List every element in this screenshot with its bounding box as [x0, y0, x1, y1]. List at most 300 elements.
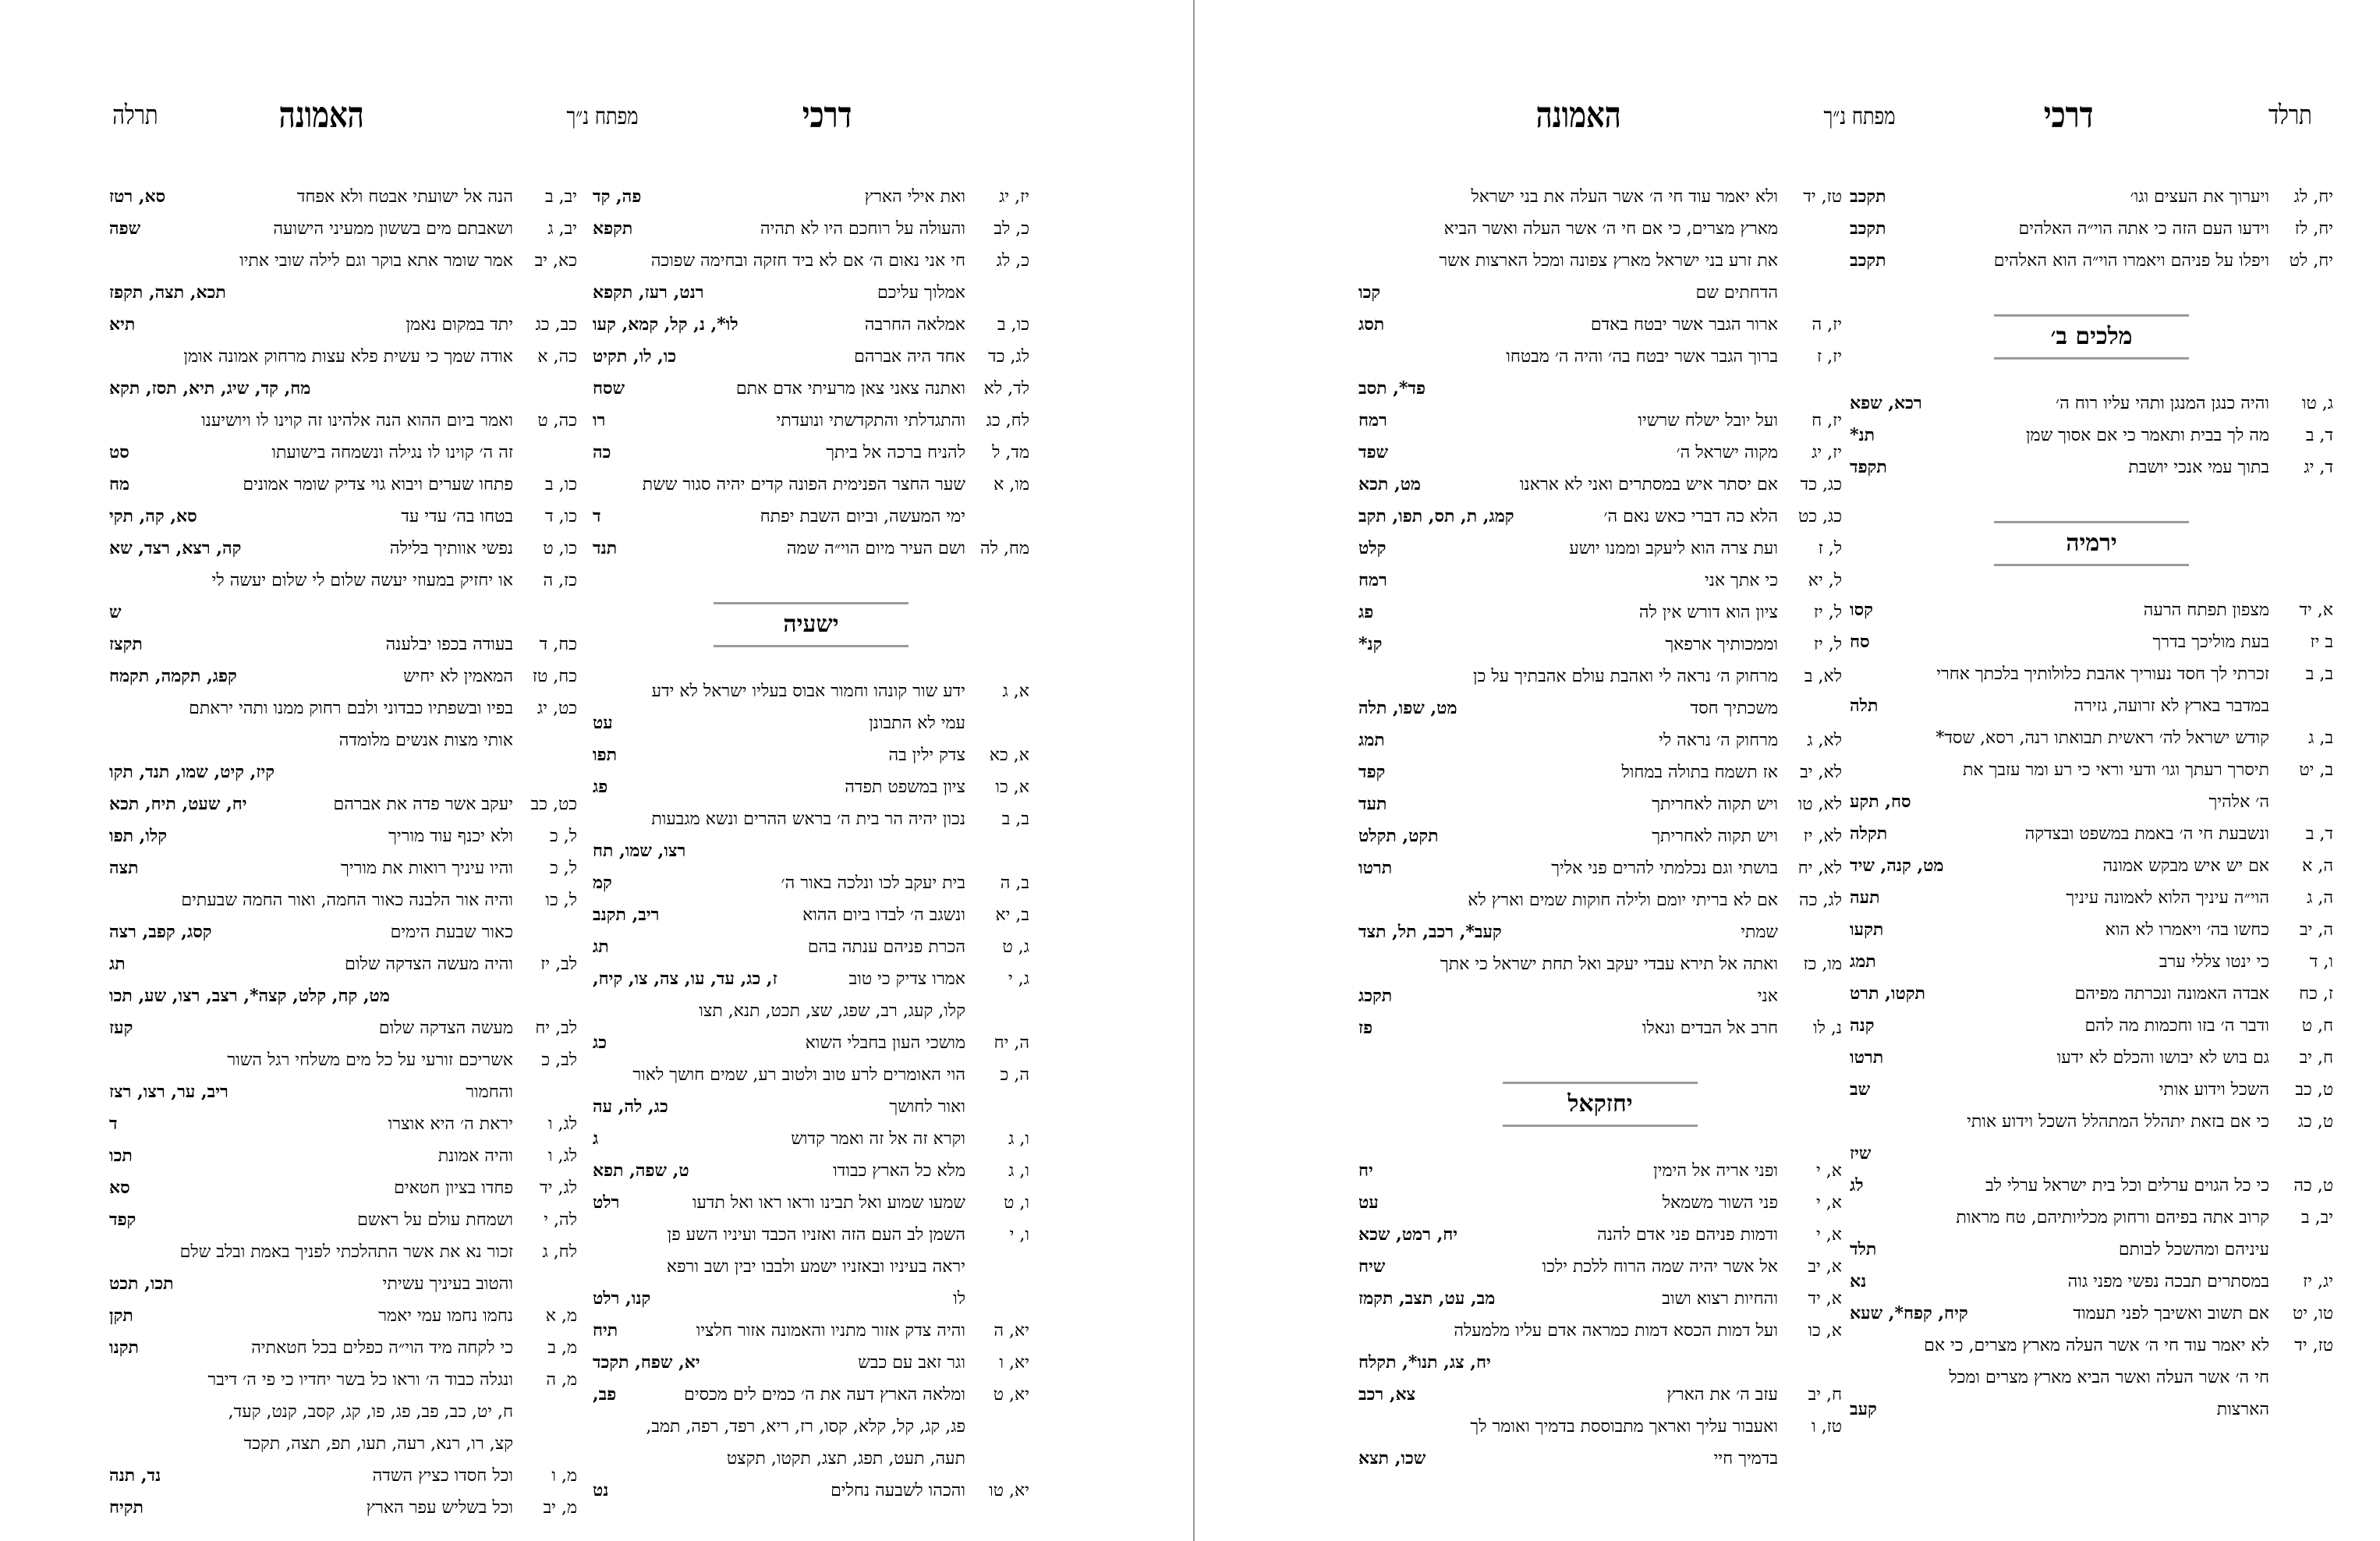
verse-reference: כו, ד	[545, 507, 577, 526]
verse-reference: יז, יג	[1812, 443, 1842, 462]
source-page-refs: רלט	[593, 1192, 620, 1213]
verse-reference	[513, 277, 577, 309]
source-page-refs: תעד	[1358, 794, 1387, 814]
verse-text: גם בוש לא יבושו והכלם לא ידעו	[2056, 1048, 2269, 1068]
verse-text: ונגלה כבוד ה׳ וראו כל בשר יחדיו כי פי ה׳ דיבר	[207, 1370, 513, 1390]
source-page-refs: יח, שעט, תיח, תכא	[109, 794, 247, 814]
verse-text: ושם העיר מיום הוי״ה שמה	[786, 539, 965, 558]
verse-reference: ח, יב	[1808, 1385, 1842, 1405]
verse-text: שמתי	[1741, 923, 1778, 942]
verse-text: אני	[1757, 987, 1778, 1006]
verse-reference: כז, ה	[543, 571, 577, 590]
verse-text: קלו, קעג, רב, שפג, שצ, תכט, תנא, תצו	[699, 1001, 965, 1021]
verse-reference: ל, כ	[549, 859, 577, 878]
verse-reference: לא, יח	[1797, 859, 1842, 878]
index-entry-line	[109, 1428, 577, 1460]
source-page-refs: פז	[1358, 1018, 1373, 1038]
verse-reference: כ, לג	[996, 251, 1029, 271]
index-entry-line	[109, 1236, 577, 1268]
source-page-refs: קלו, תפו	[109, 826, 168, 846]
source-page-refs: יח, צג, תנו*, תקלח	[1358, 1352, 1491, 1373]
verse-text: מארץ מצרים, כי אם חי ה׳ אשר העלה ואשר הביא	[1443, 219, 1778, 239]
verse-text: ולא יאמר עוד חי ה׳ אשר העלה את בני ישראל	[1471, 187, 1778, 207]
index-entry-line	[1850, 1010, 2333, 1042]
verse-text	[133, 597, 513, 629]
verse-text: עיניהם ומהשכל לבותם	[2118, 1240, 2269, 1259]
verse-reference: ל, יא	[1808, 571, 1842, 590]
verse-text: להניח ברכה אל ביתך	[826, 443, 965, 462]
verse-reference	[513, 597, 577, 629]
index-entry-line	[593, 213, 1029, 245]
index-entry-line	[1358, 181, 1842, 213]
verse-text: ארור הגבר אשר יבטח באדם	[1590, 315, 1778, 335]
verse-reference	[513, 437, 577, 469]
source-page-refs: יח	[1358, 1160, 1373, 1181]
index-entry-line	[109, 597, 577, 629]
verse-reference: ט, כג	[2297, 1112, 2333, 1132]
section-heading: ירמיה	[1994, 521, 2189, 566]
index-entry-line	[593, 995, 1029, 1027]
verse-reference: ל, ז	[1818, 539, 1842, 558]
source-page-refs: קה, רצא, רצד, שא	[109, 538, 242, 558]
index-entry-line	[109, 1332, 577, 1364]
index-entry-line	[1358, 501, 1842, 533]
index-entry-line	[593, 1379, 1029, 1411]
index-entry-line	[1850, 658, 2333, 690]
right-page	[1195, 0, 2380, 1541]
verse-text: עזב ה׳ את הארץ	[1666, 1385, 1778, 1405]
source-page-refs: תקצז	[109, 634, 143, 654]
verse-text: וידעו העם הזה כי אתה הוי״ה האלהים	[2018, 219, 2269, 239]
verse-reference: ל, יז	[1813, 603, 1842, 622]
verse-reference: טז, יד	[1803, 187, 1842, 207]
index-entry-line	[1358, 1379, 1842, 1411]
index-entry-line	[1358, 565, 1842, 597]
verse-text: והיה כנגן המנגן ותהי עליו רוח ה׳	[2056, 394, 2269, 413]
verse-text: מושכי העון בחבלי השוא	[805, 1033, 965, 1053]
verse-reference	[965, 1443, 1029, 1475]
index-entry-line	[1358, 597, 1842, 629]
verse-text: יתד במקום נאמן	[406, 315, 513, 335]
verse-reference	[513, 980, 577, 1012]
verse-reference	[1778, 916, 1842, 948]
verse-reference: לג, יד	[540, 1178, 577, 1198]
verse-text: נפשי אוותיך בלילה	[389, 539, 513, 558]
source-page-refs: תעה	[1850, 887, 1880, 908]
verse-reference: ו, ד	[2309, 952, 2333, 972]
index-entry-line	[1358, 1155, 1842, 1187]
section-heading: מלכים ב׳	[1994, 314, 2189, 360]
verse-text: הלא כה דברי כאש נאם ה׳	[1603, 507, 1778, 526]
index-entry-line	[1358, 373, 1842, 405]
index-entry-line	[109, 788, 577, 820]
verse-reference: ה, יב	[2299, 920, 2333, 940]
verse-text: פני השור משמאל	[1662, 1193, 1778, 1213]
source-page-refs: ט, שפה, תפא	[593, 1160, 689, 1181]
index-entry-line	[109, 405, 577, 437]
index-entry-line	[1358, 629, 1842, 661]
index-entry-line	[1358, 661, 1842, 693]
verse-reference: ו, ג	[1008, 1129, 1029, 1149]
verse-reference: כג, כד	[1800, 475, 1842, 494]
index-entry-line	[1850, 786, 2333, 818]
verse-reference: כה, ט	[537, 411, 577, 430]
section-heading: יחזקאל	[1503, 1082, 1698, 1127]
source-page-refs: מט, קח, קלט, קצה*, רצב, רצו, שע, תכו	[109, 986, 390, 1006]
verse-text: יראה בעיניו ובאזניו ישמע ולבבו יבין ושב ורפא	[666, 1257, 965, 1277]
index-entry-line	[593, 309, 1029, 341]
verse-text: מלא כל הארץ כבודו	[833, 1161, 965, 1181]
verse-reference: ה, ג	[2307, 888, 2333, 908]
verse-reference: טז, ו	[1811, 1417, 1842, 1436]
verse-reference	[965, 277, 1029, 309]
verse-text: בושתי וגם נכלמתי להרים פני אליך	[1551, 859, 1778, 878]
index-entry-line	[1358, 437, 1842, 469]
verse-reference: ח, ט	[2301, 1016, 2333, 1036]
verse-reference: לב, כ	[541, 1050, 577, 1070]
verse-reference: יח, לט	[2289, 251, 2333, 271]
verse-text: ולא יכנף עוד מוריך	[388, 827, 513, 846]
verse-reference: יא, ט	[993, 1385, 1029, 1405]
verse-text: אז תשמח בתולה במחול	[1621, 763, 1778, 782]
header-title-word2: האמונה	[278, 94, 364, 136]
index-entry-line	[1850, 1042, 2333, 1074]
source-page-refs: תמג	[1358, 730, 1385, 750]
verse-text: תיסרך רעתך וגו׳ ודעי וראי כי רע ומר עזבך את	[1962, 760, 2269, 780]
index-entry-line	[593, 771, 1029, 803]
verse-text: ויש תקוה לאחריתך	[1652, 795, 1778, 814]
index-entry-line	[109, 852, 577, 884]
verse-text: יראת ה׳ היא אוצרו	[388, 1114, 513, 1134]
index-entry-line	[109, 501, 577, 533]
verse-reference	[513, 373, 577, 405]
source-page-refs: רכא, שפא	[1850, 393, 1922, 413]
index-entry-line	[109, 948, 577, 980]
index-entry-line	[109, 213, 577, 245]
verse-reference: לח, ג	[542, 1242, 577, 1262]
source-page-refs: שסח	[593, 378, 625, 399]
index-entry-line	[593, 1219, 1029, 1251]
index-entry-line	[109, 1012, 577, 1044]
source-page-refs: צא, רכב	[1358, 1384, 1416, 1405]
index-entry-line	[593, 1347, 1029, 1379]
source-page-refs: נד, תנה	[109, 1465, 161, 1486]
source-page-refs: נא	[1850, 1271, 1867, 1291]
index-entry-line	[1850, 1202, 2333, 1234]
verse-reference: לג, ו	[547, 1146, 577, 1166]
verse-text: כאור שבעת הימים	[390, 923, 513, 942]
source-page-refs: ז, כג, עד, עו, צה, צו, קיח,	[593, 969, 777, 989]
index-entry-line	[1850, 594, 2333, 626]
header-title-word1: דרכי	[802, 94, 852, 136]
verse-text: והיו עיניך רואות את מוריך	[341, 859, 513, 878]
source-page-refs: תקכב	[1850, 218, 1886, 239]
index-entry-line	[109, 724, 577, 756]
source-page-refs: תקן	[109, 1305, 133, 1326]
source-page-refs: סא, קה, תקי	[109, 506, 197, 526]
verse-reference	[2269, 786, 2333, 818]
verse-reference	[1778, 980, 1842, 1012]
verse-text: בטחו בה׳ עדי עד	[401, 507, 513, 526]
verse-reference	[1778, 213, 1842, 245]
index-entry-line	[593, 675, 1029, 707]
verse-text	[321, 373, 513, 405]
index-entry-line	[1850, 1298, 2333, 1330]
source-page-refs: ד	[109, 1114, 118, 1134]
index-entry-line	[109, 245, 577, 277]
source-page-refs: קיז, קיט, שמו, תנד, תקו	[109, 762, 274, 782]
index-entry-line	[1358, 405, 1842, 437]
verse-text: כחשו בה׳ ויאמרו לא הוא	[2105, 920, 2269, 940]
verse-reference: יז, ז	[1816, 347, 1842, 367]
index-entry-line	[593, 1187, 1029, 1219]
verse-text: והעולה על רוחכם היו לא תהיה	[760, 219, 965, 239]
source-page-refs: סא	[109, 1178, 130, 1198]
verse-reference: ט, כב	[2295, 1080, 2333, 1100]
index-entry-line	[109, 1140, 577, 1172]
verse-text: במסתרים תבכה נפשי מפני גוה	[2067, 1272, 2269, 1291]
verse-text: אם לא בריתי יומם ולילה חוקות שמים וארץ לא	[1468, 891, 1778, 910]
index-entry-line	[109, 884, 577, 916]
verse-reference	[513, 724, 577, 756]
index-entry-line	[109, 309, 577, 341]
verse-text: הנה אל ישועתי אבטח ולא אפחד	[296, 187, 513, 207]
index-entry-line	[1358, 1283, 1842, 1315]
verse-reference: כו, ב	[997, 315, 1029, 335]
source-page-refs: כו, לו, תקיט	[593, 346, 677, 367]
index-entry-line	[1358, 788, 1842, 820]
verse-reference: ב, יט	[2299, 760, 2333, 780]
verse-reference	[965, 1283, 1029, 1315]
verse-reference	[1778, 693, 1842, 724]
source-page-refs: ריב, ער, רצו, רצז	[109, 1082, 228, 1102]
verse-reference: א, יד	[1808, 1289, 1842, 1309]
verse-reference: יב, ב	[545, 187, 577, 207]
index-entry-line	[593, 373, 1029, 405]
verse-text: אשריכם זורעי על כל מים משלחי רגל השור	[227, 1050, 513, 1070]
index-entry-line	[109, 661, 577, 693]
verse-reference: לח, כג	[986, 411, 1029, 430]
index-entry-line	[1358, 1411, 1842, 1443]
right-page-right-column	[1850, 181, 2333, 1426]
verse-text: ועל יובל ישלח שרשיו	[1638, 411, 1778, 430]
source-page-refs: לג	[1850, 1175, 1864, 1196]
verse-reference: יא, ו	[999, 1353, 1029, 1373]
index-entry-line	[593, 1411, 1029, 1443]
verse-text: והחמור	[466, 1082, 513, 1102]
verse-reference: לג, כד	[988, 347, 1029, 367]
index-entry-line	[1850, 914, 2333, 946]
source-page-refs: קסו	[1850, 600, 1873, 620]
index-entry-line	[593, 181, 1029, 213]
verse-reference: ג, י	[1008, 969, 1029, 989]
source-page-refs: שיח	[1358, 1256, 1386, 1277]
verse-text: ועל דמות הכסא דמות כמראה אדם עליו מלמעלה	[1454, 1321, 1778, 1341]
index-entry-line	[109, 629, 577, 661]
verse-reference: א, יד	[2299, 600, 2333, 620]
verse-reference: מח, לה	[980, 539, 1029, 558]
source-page-refs: תסג	[1358, 314, 1385, 335]
verse-text: ח, יט, כב, פב, פג, פו, קג, קסב, קנט, קעד,	[228, 1402, 513, 1422]
verse-text: ואתנה צאני צאן מרעיתי אדם אתם	[735, 379, 965, 399]
source-page-refs: קנ*	[1358, 634, 1383, 654]
source-page-refs: מט, תכא	[1358, 474, 1421, 494]
index-entry-line	[1358, 1443, 1842, 1475]
page-number: תרלה	[112, 100, 158, 131]
index-entry-line	[1850, 626, 2333, 658]
source-page-refs: שב	[1850, 1079, 1871, 1100]
verse-text: אם יש איש מבקש אמונה	[2102, 856, 2269, 876]
index-entry-line	[593, 1443, 1029, 1475]
verse-text: בעת מוליכך בדרך	[2152, 632, 2269, 652]
verse-reference: ב, ב	[2305, 664, 2333, 684]
source-page-refs: תלד	[1850, 1239, 1877, 1259]
source-page-refs: ריב, תקנב	[593, 905, 660, 925]
index-entry-line	[1850, 1394, 2333, 1426]
verse-text: השכל וידוע אותי	[2159, 1080, 2269, 1100]
verse-reference: ח, יב	[2299, 1048, 2333, 1068]
verse-text: נכון יהיה הר בית ה׳ בראש ההרים ונשא מגבעות	[651, 809, 965, 829]
verse-text: ואתה אל תירא עבדי יעקב ואל תחת ישראל כי אתך	[1440, 955, 1778, 974]
source-page-refs: עט	[1358, 1192, 1379, 1213]
source-page-refs: תג	[109, 954, 126, 974]
verse-text: מקוה ישראל ה׳	[1676, 443, 1778, 462]
verse-text: וכל בשליש עפר הארץ	[366, 1498, 513, 1518]
source-page-refs: קלט	[1358, 538, 1387, 558]
source-page-refs: מח, קד, שיג, תיא, תסז, תקא	[109, 378, 311, 399]
verse-reference: לג, כה	[1799, 891, 1842, 910]
source-page-refs: תיא	[109, 314, 136, 335]
verse-text	[285, 756, 513, 788]
source-page-refs: ד	[593, 506, 601, 526]
verse-text: ושאבתם מים בששון ממעיני הישועה	[273, 219, 513, 239]
verse-reference: יג, יז	[2303, 1272, 2333, 1291]
verse-reference: ט, כה	[2293, 1176, 2333, 1196]
verse-reference: כב, כג	[535, 315, 577, 335]
verse-text: הוי האומרים לרע טוב ולטוב רע, שמים חושך לאור	[632, 1065, 965, 1085]
index-entry-line	[1850, 978, 2333, 1010]
verse-text: ושמחת עולם על ראשם	[357, 1210, 513, 1230]
index-entry-line	[109, 756, 577, 788]
verse-reference	[965, 995, 1029, 1027]
verse-reference: א, י	[1816, 1193, 1842, 1213]
verse-text: זכור נא את אשר התהלכתי לפניך באמת ובלב שלם	[179, 1242, 513, 1262]
source-page-refs: קנו, רלט	[593, 1288, 651, 1309]
verse-text: אמר שומר אתא בוקר וגם לילה שובי אתיו	[239, 251, 513, 271]
source-page-refs: תקטו, תרט	[1850, 983, 1925, 1004]
verse-text: בפיו ובשפתיו כבדוני ולבם רחוק ממנו ותהי יראתם	[189, 699, 513, 718]
source-page-refs: קעב	[1850, 1399, 1877, 1419]
source-page-refs: קפד	[109, 1210, 136, 1230]
source-page-refs: פד*, תסב	[1358, 378, 1426, 399]
source-page-refs: ג	[593, 1128, 599, 1149]
page-number: תרלד	[2268, 100, 2313, 131]
verse-reference	[1778, 245, 1842, 277]
source-page-refs: רמח	[1358, 410, 1387, 430]
verse-text: והיה אור הלבנה כאור החמה, ואור החמה שבעתים	[181, 891, 513, 910]
source-page-refs: ש	[109, 602, 122, 622]
index-entry-line	[1358, 341, 1842, 373]
source-page-refs: מח	[109, 474, 130, 494]
verse-text: וכל חסדו כציץ השדה	[372, 1466, 513, 1486]
source-page-refs: קעב*, רכב, תל, תצד	[1358, 922, 1502, 942]
source-page-refs: קיח, קפח*, שעא	[1850, 1303, 1968, 1323]
verse-reference: ה, א	[2302, 856, 2333, 876]
index-entry-line	[593, 1315, 1029, 1347]
header-subtitle: מפתח נ״ך	[1823, 103, 1896, 130]
verse-reference: א, י	[1816, 1225, 1842, 1245]
verse-reference: ד, ב	[2305, 426, 2333, 445]
index-entry-line	[593, 405, 1029, 437]
verse-text: מרחוק ה׳ נראה לי ואהבת עולם אהבתיך על כן	[1473, 667, 1778, 686]
verse-text: ודבר ה׳ בזו וחכמות מה להם	[2084, 1016, 2269, 1036]
index-entry-line	[1358, 1187, 1842, 1219]
index-entry-line	[1358, 820, 1842, 852]
source-page-refs: תלה	[1850, 696, 1879, 716]
source-page-refs: קפג, תקמה, תקמח	[109, 666, 237, 686]
index-entry-line	[593, 437, 1029, 469]
verse-text: הארצות	[2216, 1400, 2269, 1419]
source-page-refs: קעז	[109, 1018, 133, 1038]
source-page-refs: תרטו	[1850, 1047, 1884, 1068]
index-entry-line	[109, 437, 577, 469]
verse-text	[1436, 373, 1778, 405]
verse-text: לא יאמר עוד חי ה׳ אשר העלה מארץ מצרים, כי אם	[1924, 1336, 2269, 1355]
source-page-refs: תפו	[593, 745, 618, 765]
index-entry-line	[109, 820, 577, 852]
source-page-refs: כה	[593, 442, 611, 462]
verse-reference	[965, 835, 1029, 867]
verse-reference	[513, 916, 577, 948]
verse-text: עמי לא התבונן	[869, 714, 965, 733]
verse-text: ציון במשפט תפדה	[845, 778, 965, 797]
index-entry-line	[1850, 1266, 2333, 1298]
verse-text: ה׳ אלהיך	[2208, 792, 2269, 812]
verse-text	[1502, 1347, 1778, 1379]
verse-text: כי כל הגוים ערלים וכל בית ישראל ערלי לב	[1985, 1176, 2269, 1196]
index-entry-line	[1358, 1347, 1842, 1379]
index-entry-line	[593, 1123, 1029, 1155]
left-page-right-column	[593, 181, 1029, 1507]
index-entry-line	[109, 341, 577, 373]
source-page-refs: קמג, ת, תס, תפו, תקב	[1358, 506, 1514, 526]
index-entry-line	[593, 277, 1029, 309]
index-entry-line	[593, 533, 1029, 565]
index-entry-line	[593, 739, 1029, 771]
index-entry-line	[109, 1172, 577, 1204]
verse-text: ודמות פניהם פני אדם להנה	[1597, 1225, 1778, 1245]
index-entry-line	[1850, 882, 2333, 914]
verse-text: והחיות רצוא ושוב	[1662, 1289, 1778, 1309]
source-page-refs: רמח	[1358, 570, 1387, 590]
verse-reference: ז, כח	[2299, 984, 2333, 1004]
source-page-refs: שיז	[1850, 1143, 1872, 1164]
header-title-word2: האמונה	[1535, 94, 1621, 136]
index-entry-line	[593, 1475, 1029, 1507]
verse-text: זה ה׳ קוינו לו נגילה ונשמחה בישועתו	[271, 443, 513, 462]
source-page-refs: פג	[1358, 602, 1374, 622]
verse-text: ואעבור עליך ואראך מתבוססת בדמיך ואומר לך	[1470, 1417, 1778, 1436]
source-page-refs: סט	[109, 442, 129, 462]
verse-reference: יא, ה	[993, 1321, 1029, 1341]
verse-text: נחמו נחמו עמי יאמר	[378, 1306, 513, 1326]
verse-text: אל אשר יהיה שמה הרוח ללכת ילכו	[1542, 1257, 1778, 1277]
verse-reference: ב, ב	[1001, 809, 1029, 829]
index-entry-line	[1358, 756, 1842, 788]
verse-reference: יח, לג	[2293, 187, 2333, 207]
verse-reference: כה, א	[537, 347, 577, 367]
index-entry-line	[109, 1396, 577, 1428]
